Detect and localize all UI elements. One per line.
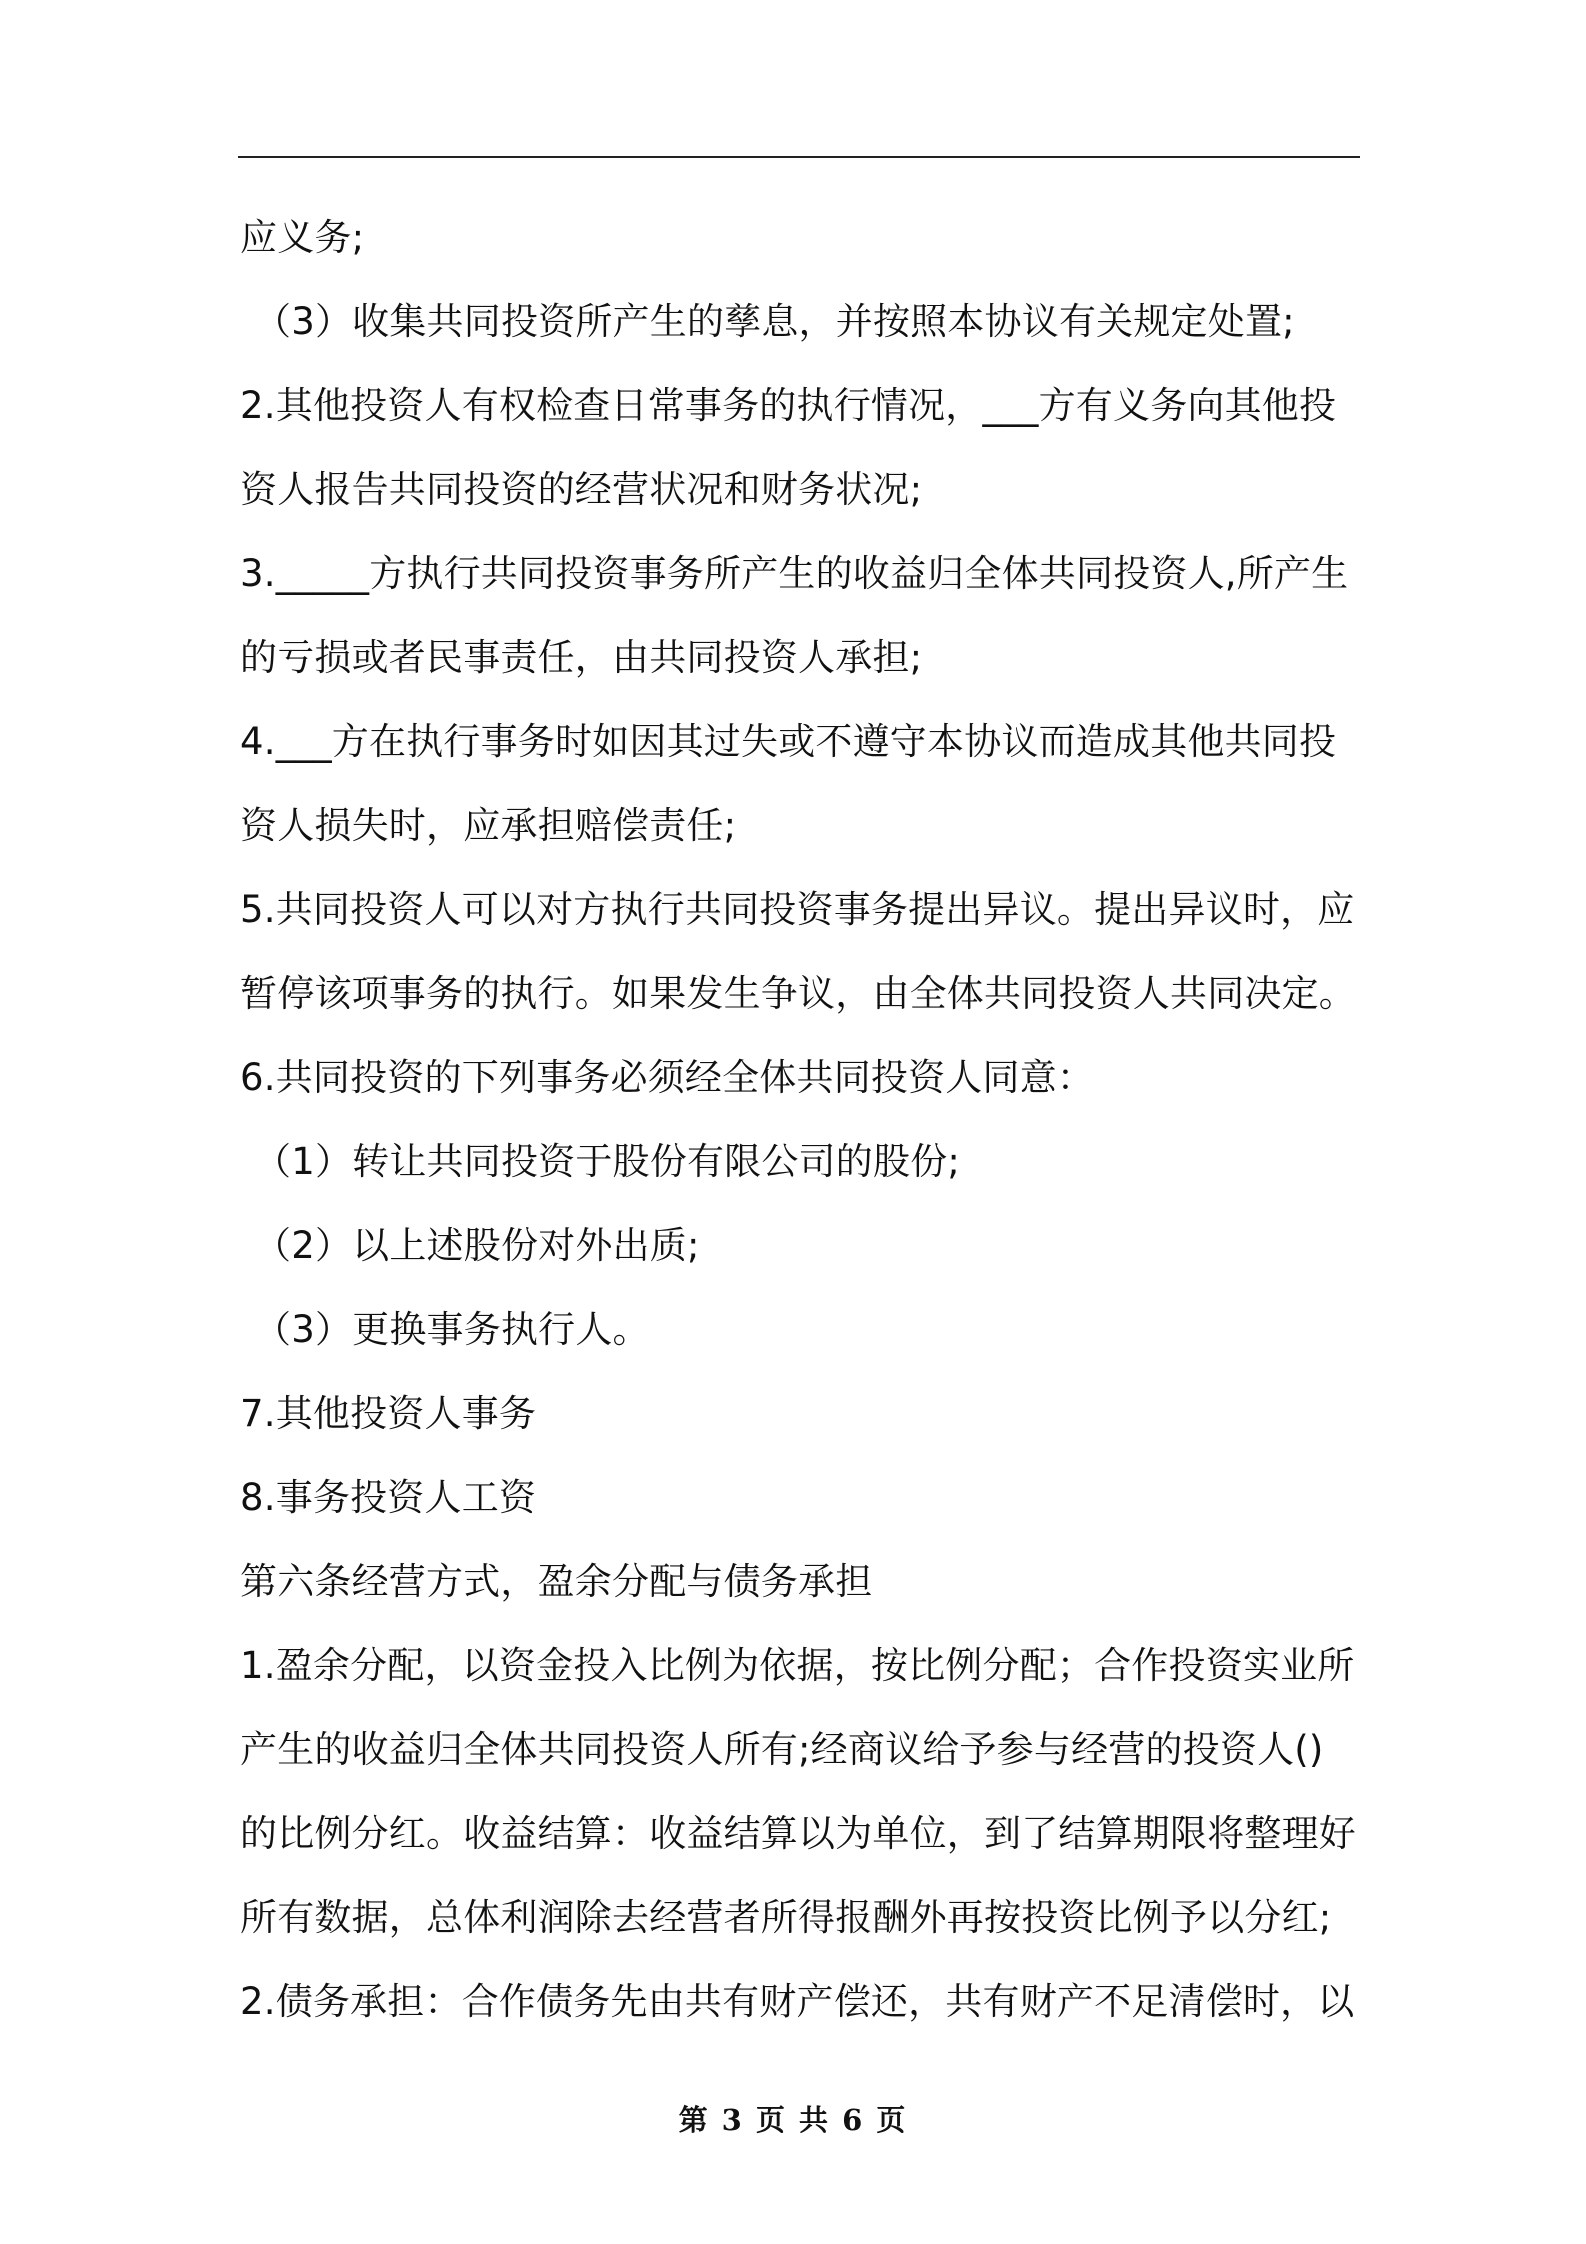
text-line: 3._____方执行共同投资事务所产生的收益归全体共同投资人,所产生 [240, 552, 1349, 595]
text-line: 暂停该项事务的执行。如果发生争议，由全体共同投资人共同决定。 [240, 972, 1356, 1015]
text-line: 8.事务投资人工资 [240, 1476, 537, 1519]
text-line: 资人损失时，应承担赔偿责任; [240, 804, 737, 847]
text-line: 5.共同投资人可以对方执行共同投资事务提出异议。提出异议时，应 [240, 888, 1355, 931]
section-heading: 第六条经营方式，盈余分配与债务承担 [240, 1560, 873, 1603]
text-line: 7.其他投资人事务 [240, 1392, 537, 1435]
text-line: （3）收集共同投资所产生的孳息，并按照本协议有关规定处置; [254, 300, 1295, 343]
text-line: 2.债务承担：合作债务先由共有财产偿还，共有财产不足清偿时，以 [240, 1980, 1355, 2023]
text-line: 所有数据，总体利润除去经营者所得报酬外再按投资比例予以分红; [240, 1896, 1332, 1939]
text-line: （3）更换事务执行人。 [254, 1308, 650, 1351]
text-line: 的比例分红。收益结算：收益结算以为单位，到了结算期限将整理好 [240, 1812, 1356, 1855]
text-line: 应义务; [240, 216, 365, 259]
text-line: 1.盈余分配，以资金投入比例为依据，按比例分配；合作投资实业所 [240, 1644, 1355, 1687]
text-line: （2）以上述股份对外出质; [254, 1224, 700, 1267]
text-line: 4.___方在执行事务时如因其过失或不遵守本协议而造成其他共同投 [240, 720, 1337, 763]
text-line: 6.共同投资的下列事务必须经全体共同投资人同意： [240, 1056, 1095, 1099]
text-line: （1）转让共同投资于股份有限公司的股份; [254, 1140, 961, 1183]
header-rule [238, 156, 1360, 158]
document-body [240, 196, 1364, 2044]
text-line: 的亏损或者民事责任，由共同投资人承担; [240, 636, 923, 679]
text-line: 2.其他投资人有权检查日常事务的执行情况，___方有义务向其他投 [240, 384, 1337, 427]
text-line: 资人报告共同投资的经营状况和财务状况; [240, 468, 923, 511]
text-line: 产生的收益归全体共同投资人所有;经商议给予参与经营的投资人() [240, 1728, 1324, 1771]
page-number: 第 3 页 共 6 页 [678, 2103, 908, 2137]
